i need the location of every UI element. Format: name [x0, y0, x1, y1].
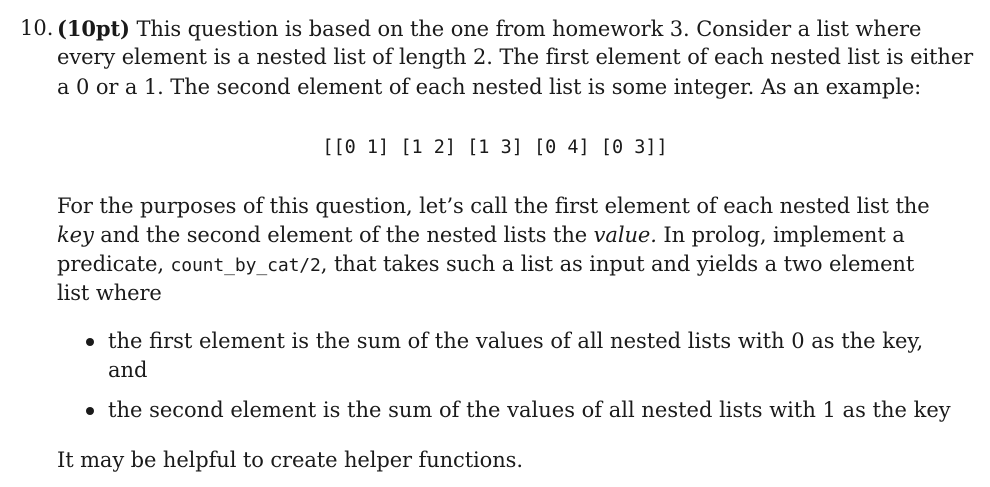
bullet-1-line-1: the first element is the sum of the values of all nested lists with 0 as the key, [108, 329, 924, 353]
paragraph-2-line-2-end: In prolog, implement a [656, 223, 905, 247]
paragraph-2-line-4: list where [57, 281, 162, 305]
bullet-dot-1 [86, 338, 94, 346]
question-points: (10pt) [57, 16, 130, 41]
paragraph-2-line-3 [57, 250, 914, 280]
question-line-3: a 0 or a 1. The second element of each nested list is some integer. As an example: [57, 75, 922, 99]
predicate-name: count_by_cat/2 [170, 255, 321, 276]
paragraph-2-line-3-start: predicate, [57, 252, 171, 276]
key-term: key [57, 223, 94, 247]
paragraph-2-line-2 [57, 221, 905, 250]
closing-line: It may be helpful to create helper functions. [57, 448, 523, 472]
question-line-1-text: This question is based on the one from homework 3. Consider a list where [129, 17, 922, 41]
question-line-2: every element is a nested list of length 2. The first element of each nested list is either [57, 45, 974, 69]
bullet-dot-2 [86, 407, 94, 415]
value-term: value. [593, 223, 657, 247]
paragraph-2-line-3-end: , that takes such a list as input and yields a two element [320, 252, 915, 276]
question-number: 10. [20, 16, 54, 40]
bullet-1-line-2: and [108, 358, 148, 382]
bullet-2-line-1: the second element is the sum of the values of all nested lists with 1 as the key [108, 398, 951, 422]
paragraph-2-line-2-mid: and the second element of the nested lists the [93, 223, 594, 247]
example-list-code: [[0 1] [1 2] [1 3] [0 4] [0 3]] [322, 137, 668, 158]
question-line-1 [57, 14, 921, 44]
paragraph-2-line-1: For the purposes of this question, let’s call the first element of each nested list the [57, 194, 930, 218]
